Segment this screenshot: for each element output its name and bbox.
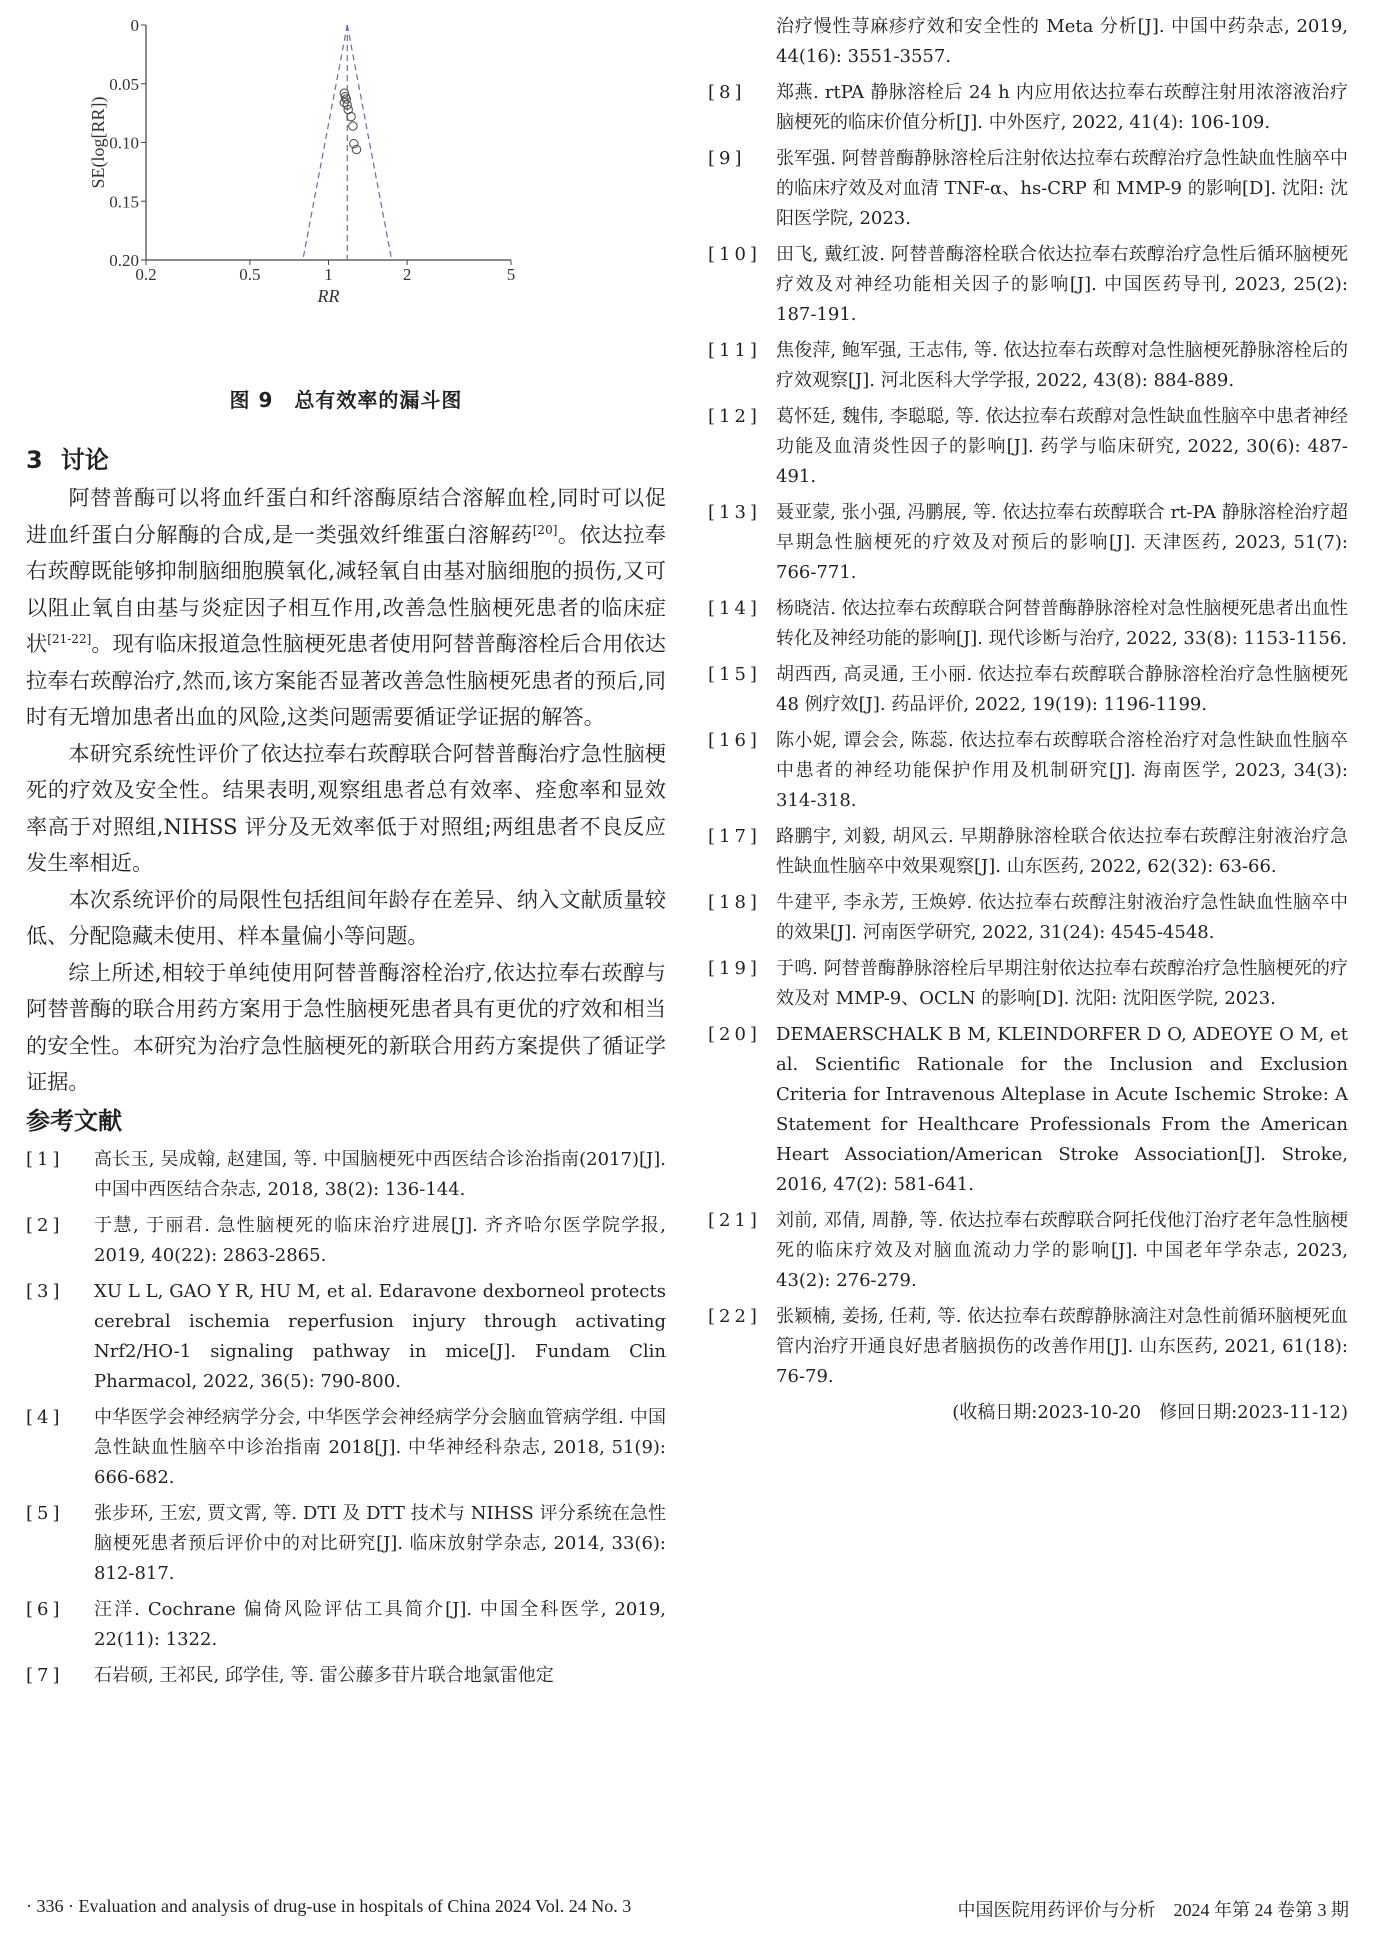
reference-index: [3] xyxy=(26,1281,64,1302)
reference-item xyxy=(708,954,1348,1014)
reference-index: [9] xyxy=(708,148,746,169)
reference-text: 陈小妮, 谭会会, 陈蕊. 依达拉奉右莰醇联合溶栓治疗对急性缺血性脑卒中患者的神经功能保护作用及机制研究[J]. 海南医学, 2023, 34(3): 314-318. xyxy=(776,730,1348,811)
x-tick-label: 2 xyxy=(402,265,412,284)
reference-item xyxy=(26,1499,666,1589)
y-axis-label: SE(log[RR]) xyxy=(88,96,108,189)
paragraph: 综上所述,相较于单纯使用阿替普酶溶栓治疗,依达拉奉右莰醇与阿替普酶的联合用药方案用于急性脑梗死患者具有更优的疗效和相当的安全性。本研究为治疗急性脑梗死的新联合用药方案提供了循证学证据。 xyxy=(26,959,666,1094)
reference-index: [7] xyxy=(26,1665,64,1686)
reference-text: 田飞, 戴红波. 阿替普酶溶栓联合依达拉奉右莰醇治疗急性后循环脑梗死疗效及对神经功能相关因子的影响[J]. 中国医药导刊, 2023, 25(2): 187-191. xyxy=(776,244,1348,325)
y-tick-label: 0.05 xyxy=(109,74,139,94)
reference-text: 葛怀廷, 魏伟, 李聪聪, 等. 依达拉奉右莰醇对急性缺血性脑卒中患者神经功能及血清炎性因子的影响[J]. 药学与临床研究, 2022, 30(6): 487-491. xyxy=(776,406,1348,487)
reference-item xyxy=(26,1403,666,1493)
reference-index: [8] xyxy=(708,82,746,103)
paragraph: 本研究系统性评价了依达拉奉右莰醇联合阿替普酶治疗急性脑梗死的疗效及安全性。结果表明,观察组患者总有效率、痊愈率和显效率高于对照组,NIHSS 评分及无效率低于对照组;两组患者不良反应发生率相近。 xyxy=(26,740,666,875)
reference-text: 牛建平, 李永芳, 王焕婷. 依达拉奉右莰醇注射液治疗急性缺血性脑卒中的效果[J]. 河南医学研究, 2022, 31(24): 4545-4548. xyxy=(776,892,1348,943)
reference-text: 张军强. 阿替普酶静脉溶栓后注射依达拉奉右莰醇治疗急性缺血性脑卒中的临床疗效及对血清 TNF-α、hs-CRP 和 MMP-9 的影响[D]. 沈阳: 沈阳医学院, 2023. xyxy=(776,148,1348,229)
funnel-axes xyxy=(88,16,515,306)
reference-item xyxy=(26,1277,666,1397)
reference-text: XU L L, GAO Y R, HU M, et al. Edaravone dexborneol protects cerebral ischemia reperfusion injury through activating Nrf2/HO-1 signaling pathway in mice[J]. Fundam Clin Pharmacol, 2022, 36(5): 790-800. xyxy=(94,1281,666,1392)
reference-text: 张颖楠, 姜扬, 任莉, 等. 依达拉奉右莰醇静脉滴注对急性前循环脑梗死血管内治疗开通良好患者脑损伤的改善作用[J]. 山东医药, 2021, 61(18): 76-79. xyxy=(776,1306,1348,1387)
reference-item xyxy=(26,1595,666,1655)
reference-index: [22] xyxy=(708,1306,761,1327)
footer-right: 中国医院用药评价与分析 2024 年第 24 卷第 3 期 xyxy=(957,1900,1349,1920)
funnel-lines xyxy=(303,25,392,260)
reference-item xyxy=(708,1206,1348,1296)
reference-index: [14] xyxy=(708,598,761,619)
reference-item xyxy=(708,78,1348,138)
reference-index: [15] xyxy=(708,664,761,685)
reference-text: 聂亚蒙, 张小强, 冯鹏展, 等. 依达拉奉右莰醇联合 rt-PA 静脉溶栓治疗超早期急性脑梗死的疗效及对预后的影响[J]. 天津医药, 2023, 51(7): 766-771. xyxy=(776,502,1348,583)
y-tick-label: 0.15 xyxy=(109,192,139,212)
reference-index: [1] xyxy=(26,1149,64,1170)
paragraph: 本次系统评价的局限性包括组间年龄存在差异、纳入文献质量较低、分配隐藏未使用、样本量偏小等问题。 xyxy=(26,886,666,948)
discussion-body xyxy=(26,480,666,1697)
citation: [21-22] xyxy=(47,631,92,646)
x-tick-label: 0.5 xyxy=(239,265,261,284)
reference-item xyxy=(708,822,1348,882)
reference-index: [16] xyxy=(708,730,761,751)
reference-index: [12] xyxy=(708,406,761,427)
reference-text: 杨晓洁. 依达拉奉右莰醇联合阿替普酶静脉溶栓对急性脑梗死患者出血性转化及神经功能的影响[J]. 现代诊断与治疗, 2022, 33(8): 1153-1156. xyxy=(776,598,1348,649)
funnel-left-limit xyxy=(303,25,347,260)
reference-text: 高长玉, 吴成翰, 赵建国, 等. 中国脑梗死中西医结合诊治指南(2017)[J]. 中国中西医结合杂志, 2018, 38(2): 136-144. xyxy=(94,1149,666,1200)
funnel-plot xyxy=(86,10,646,385)
reference-text: 于鸣. 阿替普酶静脉溶栓后早期注射依达拉奉右莰醇治疗急性脑梗死的疗效及对 MMP-9、OCLN 的影响[D]. 沈阳: 沈阳医学院, 2023. xyxy=(776,958,1348,1009)
reference-item xyxy=(708,1302,1348,1392)
x-axis-label: RR xyxy=(317,286,340,306)
reference-index: [17] xyxy=(708,826,761,847)
reference-item xyxy=(708,1020,1348,1200)
reference-item xyxy=(708,660,1348,720)
section-number: 3 xyxy=(26,446,43,474)
reference-text: 郑燕. rtPA 静脉溶栓后 24 h 内应用依达拉奉右莰醇注射用浓溶液治疗脑梗死的临床价值分析[J]. 中外医疗, 2022, 41(4): 106-109. xyxy=(776,82,1348,133)
section-heading xyxy=(26,440,109,475)
reference-item xyxy=(708,402,1348,492)
footer-left: · 336 · Evaluation and analysis of drug-use in hospitals of China 2024 Vol. 24 No. 3 xyxy=(26,1896,632,1916)
study-point xyxy=(347,112,355,120)
reference-item xyxy=(26,1145,666,1205)
reference-index: [13] xyxy=(708,502,761,523)
reference-text: DEMAERSCHALK B M, KLEINDORFER D O, ADEOYE O M, et al. Scientific Rationale for the Inclusion and Exclusion Criteria for Intravenous Alteplase in Acute Ischemic Stroke: A Statement for Healthcare Professionals From the American Heart Association/American Stroke Association[J]. Stroke, 2016, 47(2): 581-641. xyxy=(776,1024,1348,1195)
y-tick-label: 0.10 xyxy=(109,133,139,153)
x-tick-label: 0.2 xyxy=(135,265,157,284)
y-tick-label: 0.20 xyxy=(109,251,139,270)
reference-text: 汪洋. Cochrane 偏倚风险评估工具简介[J]. 中国全科医学, 2019, 22(11): 1322. xyxy=(94,1599,666,1650)
references-list-right xyxy=(708,12,1348,1428)
x-tick-label: 1 xyxy=(324,265,333,284)
reference-continuation: 治疗慢性荨麻疹疗效和安全性的 Meta 分析[J]. 中国中药杂志, 2019, 44(16): 3551-3557. xyxy=(776,16,1348,67)
reference-text: 焦俊萍, 鲍军强, 王志伟, 等. 依达拉奉右莰醇对急性脑梗死静脉溶栓后的疗效观察[J]. 河北医科大学学报, 2022, 43(8): 884-889. xyxy=(776,340,1348,391)
reference-index: [5] xyxy=(26,1503,64,1524)
reference-text: 石岩硕, 王祁民, 邱学佳, 等. 雷公藤多苷片联合地氯雷他定 xyxy=(94,1665,554,1686)
reference-index: [18] xyxy=(708,892,761,913)
reference-text: 张步环, 王宏, 贾文霄, 等. DTI 及 DTT 技术与 NIHSS 评分系统在急性脑梗死患者预后评价中的对比研究[J]. 临床放射学杂志, 2014, 33(6): 812-817. xyxy=(94,1503,666,1584)
reference-index: [4] xyxy=(26,1407,64,1428)
reference-item xyxy=(26,1661,666,1691)
paragraph: 阿替普酶可以将血纤蛋白和纤溶酶原结合溶解血栓,同时可以促进血纤蛋白分解酶的合成,是一类强效纤维蛋白溶解药[20]。依达拉奉右莰醇既能够抑制脑细胞膜氧化,减轻氧自由基对脑细胞的损伤,又可以阻止氧自由基与炎症因子相互作用,改善急性脑梗死患者的临床症状[21-22]。现有临床报道急性脑梗死患者使用阿替普酶溶栓后合用依达拉奉右莰醇治疗,然而,该方案能否显著改善急性脑梗死患者的预后,同时有无增加患者出血的风险,这类问题需要循证学证据的解答。 xyxy=(26,485,666,729)
reference-text: 胡西西, 高灵通, 王小丽. 依达拉奉右莰醇联合静脉溶栓治疗急性脑梗死 48 例疗效[J]. 药品评价, 2022, 19(19): 1196-1199. xyxy=(776,664,1348,715)
reference-index: [6] xyxy=(26,1599,64,1620)
reference-text: 中华医学会神经病学分会, 中华医学会神经病学分会脑血管病学组. 中国急性缺血性脑卒中诊治指南 2018[J]. 中华神经科杂志, 2018, 51(9): 666-682. xyxy=(94,1407,666,1488)
reference-index: [10] xyxy=(708,244,761,265)
reference-index: [21] xyxy=(708,1210,761,1231)
reference-item xyxy=(26,1211,666,1271)
reference-item xyxy=(708,594,1348,654)
reference-index: [19] xyxy=(708,958,761,979)
reference-text: 于慧, 于丽君. 急性脑梗死的临床治疗进展[J]. 齐齐哈尔医学院学报, 2019, 40(22): 2863-2865. xyxy=(94,1215,666,1266)
study-point xyxy=(349,122,357,130)
y-tick-label: 0 xyxy=(130,16,139,35)
references-heading: 参考文献 xyxy=(26,1106,122,1135)
funnel-points xyxy=(340,89,361,154)
reference-index: [2] xyxy=(26,1215,64,1236)
funnel-right-limit xyxy=(347,25,391,260)
reference-index: [20] xyxy=(708,1024,761,1045)
reference-item xyxy=(708,498,1348,588)
reference-text: 路鹏宇, 刘毅, 胡风云. 早期静脉溶栓联合依达拉奉右莰醇注射液治疗急性缺血性脑卒中效果观察[J]. 山东医药, 2022, 62(32): 63-66. xyxy=(776,826,1348,877)
reference-item xyxy=(708,888,1348,948)
citation: [20] xyxy=(532,522,558,537)
reference-item xyxy=(708,144,1348,234)
figure-caption: 图 9 总有效率的漏斗图 xyxy=(229,388,463,412)
reference-item xyxy=(708,240,1348,330)
received-dates: (收稿日期:2023-10-20 修回日期:2023-11-12) xyxy=(952,1402,1348,1423)
reference-index: [11] xyxy=(708,340,761,361)
references-list-left xyxy=(26,1145,666,1691)
reference-text: 刘前, 邓倩, 周静, 等. 依达拉奉右莰醇联合阿托伐他汀治疗老年急性脑梗死的临床疗效及对脑血流动力学的影响[J]. 中国老年学杂志, 2023, 43(2): 276-279. xyxy=(776,1210,1348,1291)
reference-item xyxy=(708,336,1348,396)
reference-item xyxy=(708,726,1348,816)
section-title: 讨论 xyxy=(60,446,109,474)
x-tick-label: 5 xyxy=(506,265,516,284)
